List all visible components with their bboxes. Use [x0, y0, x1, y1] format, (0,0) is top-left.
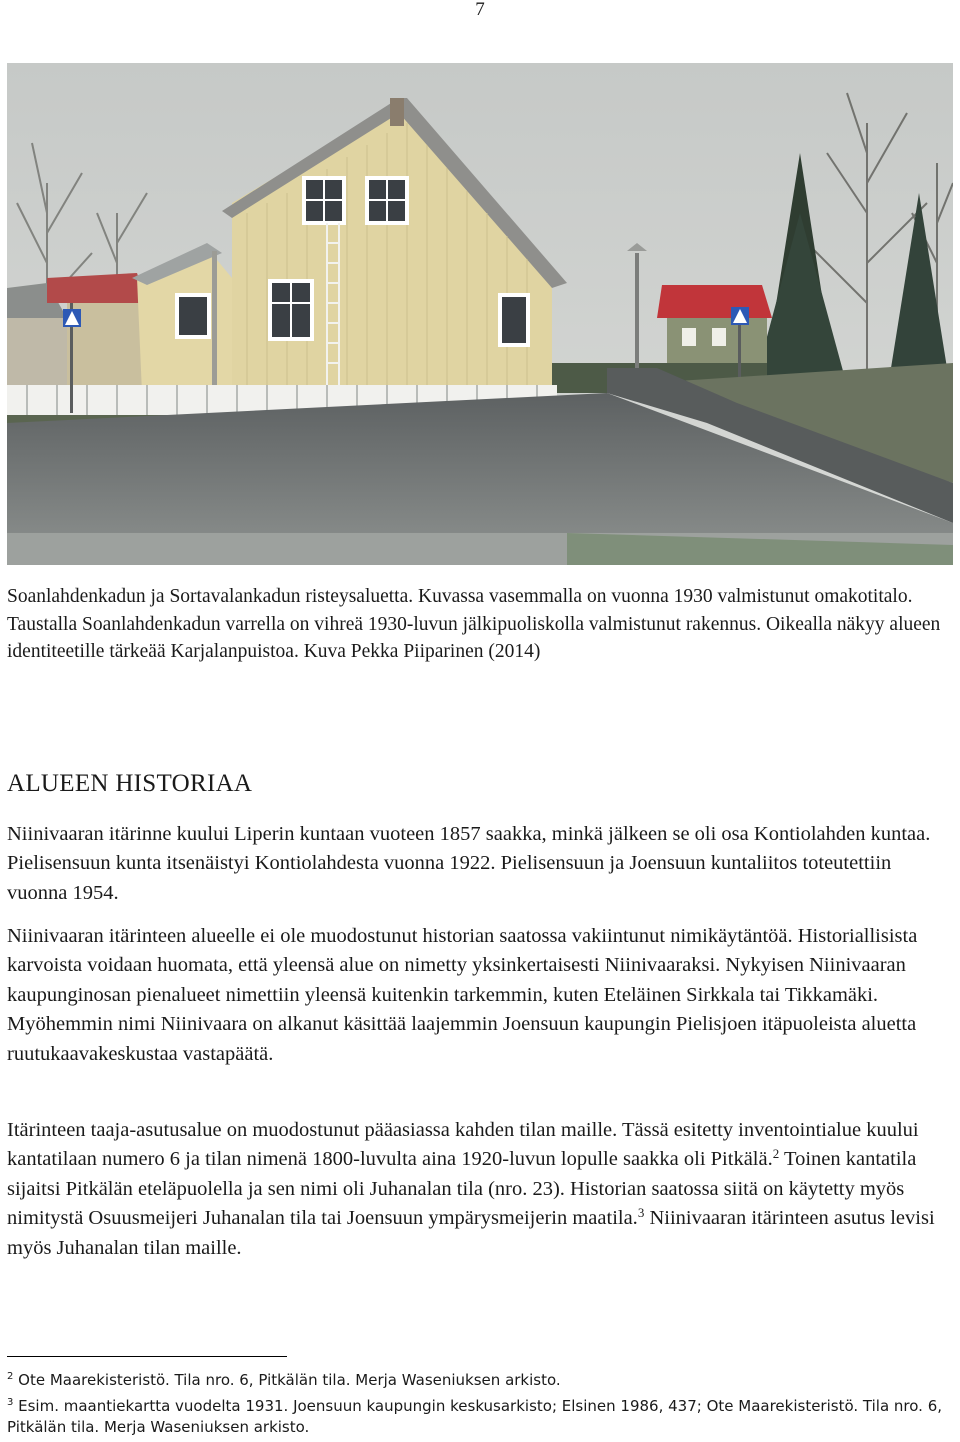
history-paragraph-3: [7, 1116, 953, 1263]
section-heading: ALUEEN HISTORIAA: [7, 770, 253, 797]
footnote-marker: 3: [7, 1397, 14, 1408]
photo-caption: Soanlahdenkadun ja Sortavalankadun risteysaluetta. Kuvassa vasemmalla on vuonna 1930 valmistunut omakotitalo. Taustalla Soanlahdenkadun varrella on vihreä 1930-luvun jälkipuoliskolla valmistunut rakennus. Oikealla näkyy alueen identiteetille tärkeää Karjalanpuistoa. Kuva Pekka Piiparinen (2014): [7, 586, 941, 662]
footnote-3: [7, 1396, 953, 1438]
footnote-divider: [7, 1356, 287, 1357]
paragraph-3-text-part-3: Niinivaaran itärinteen asutus levisi myös Juhanalan tilan maille.: [7, 1207, 935, 1259]
street-corner-photo: [7, 63, 953, 565]
footnote-ref-2[interactable]: 2: [772, 1146, 780, 1162]
history-paragraph-2: Niinivaaran itärinteen alueelle ei ole muodostunut historian saatossa vakiintunut nimikäytäntöä. Historiallisista karvoista voidaan huomata, että yleensä alue on nimetty yksinkertaisesti Niinivaaraksi. Nykyisen Niinivaaran kaupunginosan pienalueet nimettiin yleensä kuitenkin tarkemmin, kuten Eteläinen Sirkkala tai Tikkamäki. Myöhemmin nimi Niinivaara on alkanut käsittää laajemmin Joensuun kaupungin Pielisjoen itäpuoleista aluetta ruutukaavakeskustaa vastapäätä.: [7, 925, 918, 1065]
page-number: 7: [475, 0, 485, 20]
paragraph-3-text-part-2: Toinen kantatila sijaitsi Pitkälän eteläpuolella ja sen nimi oli Juhanalan tila (nro. 23). Historian saatossa siitä on käytetty myös nimitystä Osuusmeijeri Juhanalan tila tai Joensuun ympärysmeijerin maatila.: [7, 1148, 917, 1230]
footnote-text: Esim. maantiekartta vuodelta 1931. Joensuun kaupungin keskusarkisto; Elsinen 1986, 437; Ote Maarekisteristö. Tila nro. 6, Pitkälän tila. Merja Waseniuksen arkisto.: [7, 1397, 943, 1436]
footnote-2: [7, 1370, 953, 1391]
footnote-text: Ote Maarekisteristö. Tila nro. 6, Pitkälän tila. Merja Waseniuksen arkisto.: [13, 1371, 561, 1389]
footnote-ref-3[interactable]: 3: [637, 1205, 645, 1221]
footnote-marker: 2: [7, 1371, 14, 1382]
paragraph-3-text-part-1: Itärinteen taaja-asutusalue on muodostunut pääasiassa kahden tilan maille. Tässä esitetty inventointialue kuului kantatilaan numero 6 ja tilan nimenä 1800-luvulta aina 1920-luvun lopulle saakka oli Pitkälä.: [7, 1119, 919, 1171]
history-paragraph-1: Niinivaaran itärinne kuului Liperin kuntaan vuoteen 1857 saakka, minkä jälkeen se oli osa Kontiolahden kuntaa. Pielisensuun kunta itsenäistyi Kontiolahdesta vuonna 1922. Pielisensuun ja Joensuun kuntaliitos toteutettiin vuonna 1954.: [7, 823, 931, 904]
